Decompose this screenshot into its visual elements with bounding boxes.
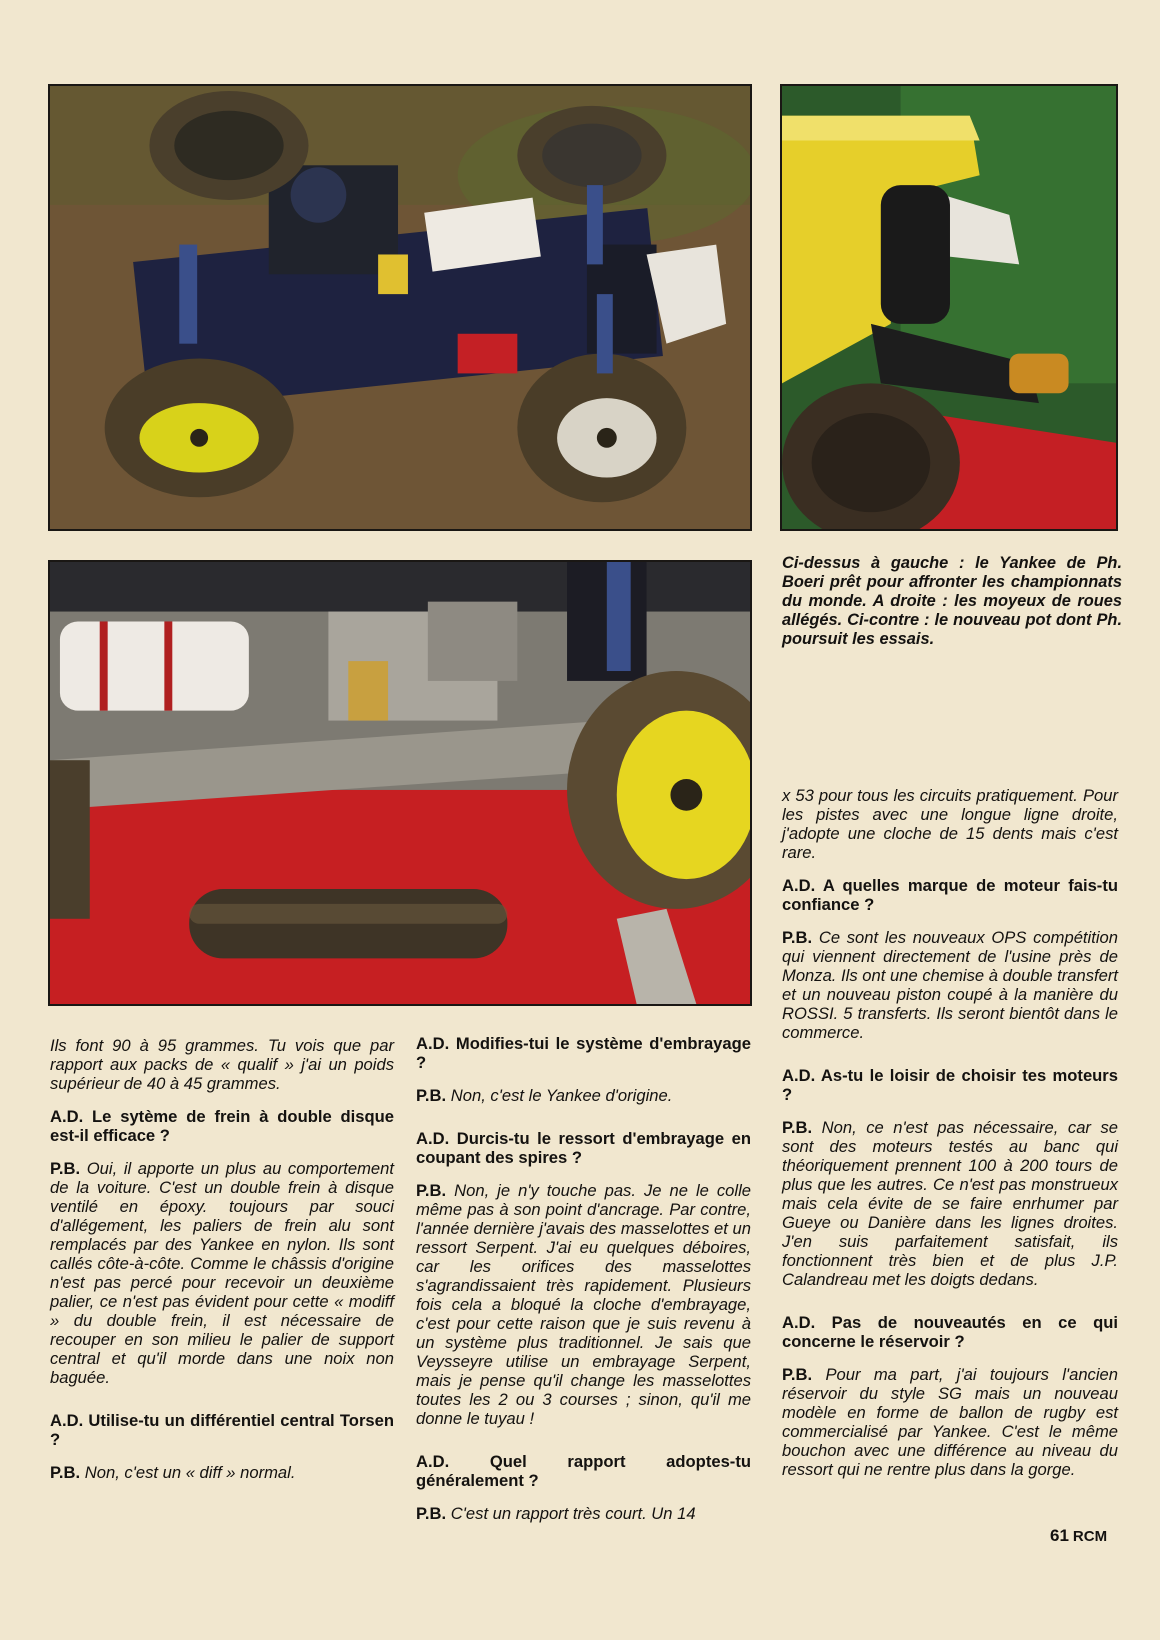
paragraph: Ils font 90 à 95 grammes. Tu vois que par rapport aux packs de « qualif » j'ai un poids supérieur de 40 à 45 grammes.: [50, 1036, 394, 1093]
answer-text: Oui, il apporte un plus au comportement de la voiture. C'est un double frein à disque ventilé en époxy. toujours par souci d'allégement, les paliers de frein alu sont remplacés par des Yankee en nylon. Ils sont callés côte-à-côte. Comme le châssis d'origine n'est pas percé pour recevoir un deuxième palier, ce n'est pas évident pour cette « modiff » du double frein, il est nécessaire de recouper en son milieu le palier de support central et qu'il morde dans une noix non baguée.: [50, 1159, 394, 1387]
speaker: P.B.: [782, 928, 813, 947]
question: A.D. Modifies-tui le système d'embrayage ?: [416, 1034, 751, 1072]
speaker: P.B.: [782, 1118, 813, 1137]
answer: [782, 1365, 1118, 1479]
page-folio: [1050, 1526, 1107, 1546]
text-column-2: [416, 1034, 751, 1537]
text-column-3: [782, 786, 1118, 1493]
answer-text: Non, c'est le Yankee d'origine.: [450, 1086, 673, 1105]
answer: [782, 928, 1118, 1042]
answer-text: Non, ce n'est pas nécessaire, car se sont des moteurs testés au banc qui théoriquement prennent 100 à 200 tours de plus que les autres. Ce n'est pas monstrueux mais cela évite de se faire enrhumer par Gueye ou Danière dans les lignes droites. J'en suis parfaitement satisfait, ils fonctionnent très bien et de plus J.P. Calandreau met les doigts dedans.: [782, 1118, 1118, 1289]
speaker: P.B.: [416, 1181, 447, 1200]
question: A.D. Utilise-tu un différentiel central Torsen ?: [50, 1411, 394, 1449]
question: A.D. Pas de nouveautés en ce qui concerne le réservoir ?: [782, 1313, 1118, 1351]
photo-engine-pipe: [48, 560, 752, 1006]
photo-buggy: [48, 84, 752, 531]
question: A.D. Durcis-tu le ressort d'embrayage en coupant des spires ?: [416, 1129, 751, 1167]
page-number: 61: [1050, 1526, 1069, 1545]
paragraph: x 53 pour tous les circuits pratiquement. Pour les pistes avec une longue ligne droite, j'adopte une cloche de 15 dents mais c'est rare.: [782, 786, 1118, 862]
hub-illustration: [782, 86, 1116, 529]
engine-illustration: [50, 562, 750, 1004]
answer-text: C'est un rapport très court. Un 14: [450, 1504, 696, 1523]
answer: [50, 1159, 394, 1387]
answer: [416, 1504, 751, 1523]
photo-caption: Ci-dessus à gauche : le Yankee de Ph. Boeri prêt pour affronter les championnats du monde. A droite : les moyeux de roues allégés. Ci-contre : le nouveau pot dont Ph. poursuit les essais.: [782, 554, 1122, 648]
answer-text: Pour ma part, j'ai toujours l'ancien réservoir du style SG mais un nouveau modèle en forme de ballon de rugby est commercialisé par Yankee. C'est le même bouchon avec une différence au niveau du ressort qui ne rentre plus dans la gorge.: [782, 1365, 1118, 1479]
question: A.D. Le sytème de frein à double disque est-il efficace ?: [50, 1107, 394, 1145]
answer: [782, 1118, 1118, 1289]
answer: [416, 1086, 751, 1105]
answer-text: Non, c'est un « diff » normal.: [84, 1463, 296, 1482]
speaker: P.B.: [50, 1159, 81, 1178]
speaker: P.B.: [416, 1504, 447, 1523]
speaker: P.B.: [782, 1365, 813, 1384]
question: A.D. Quel rapport adoptes-tu généralement ?: [416, 1452, 751, 1490]
speaker: P.B.: [416, 1086, 447, 1105]
text-column-1: [50, 1036, 394, 1496]
answer: [50, 1463, 394, 1482]
photo-wheel-hub: [780, 84, 1118, 531]
question: A.D. As-tu le loisir de choisir tes moteurs ?: [782, 1066, 1118, 1104]
magazine-name: RCM: [1072, 1528, 1108, 1545]
speaker: P.B.: [50, 1463, 81, 1482]
answer: [416, 1181, 751, 1428]
question: A.D. A quelles marque de moteur fais-tu confiance ?: [782, 876, 1118, 914]
answer-text: Ce sont les nouveaux OPS compétition qui viennent directement de l'usine près de Monza. Ils ont une chemise à double transfert et un nouveau piston coupé à la manière du ROSSI. 5 transferts. Ils seront bientôt dans le commerce.: [782, 928, 1118, 1042]
answer-text: Non, je n'y touche pas. Je ne le colle même pas à son point d'ancrage. Par contre, l'année dernière j'avais des masselottes et un ressort Serpent. J'ai eu quelques déboires, car les orifices des masselottes s'agrandissaient très rapidement. Plusieurs fois cela a bloqué la cloche d'embrayage, c'est pour cette raison que je suis revenu à un système plus traditionnel. Je sais que Veysseyre utilise un embrayage Serpent, mais je pense qu'il change les masselottes toutes les 2 ou 3 courses ; sinon, qu'il me donne le tuyau !: [416, 1181, 751, 1428]
buggy-illustration: [50, 86, 750, 529]
